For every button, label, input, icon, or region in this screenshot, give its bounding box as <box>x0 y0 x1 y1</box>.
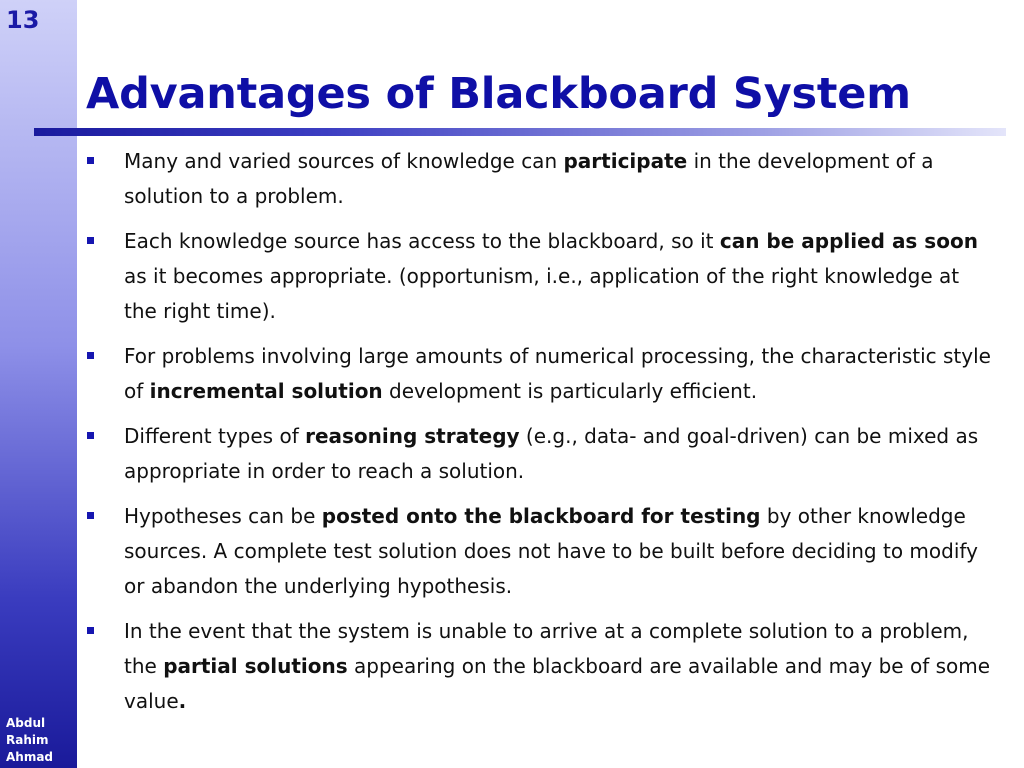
title-divider <box>34 128 1006 136</box>
bullet-text: as it becomes appropriate. (opportunism, i.e., application of the right knowledge at the right time). <box>124 264 960 323</box>
bullet-final-period: . <box>178 689 187 713</box>
bullet-emphasis: participate <box>563 149 688 173</box>
bullet-item <box>86 224 998 329</box>
sidebar-panel <box>0 0 77 768</box>
bullet-item <box>86 339 998 409</box>
slide-number: 13 <box>6 6 40 34</box>
bullet-item <box>86 499 998 604</box>
bullet-text: Many and varied sources of knowledge can <box>124 149 564 173</box>
bullet-item <box>86 144 998 214</box>
author-middle-name: Rahim <box>6 733 49 747</box>
bullet-emphasis: incremental solution <box>149 379 383 403</box>
bullet-text: Each knowledge source has access to the blackboard, so it <box>124 229 720 253</box>
square-bullet-icon <box>87 512 94 519</box>
bullet-emphasis: partial solutions <box>163 654 348 678</box>
bullet-emphasis: reasoning strategy <box>305 424 520 448</box>
bullet-emphasis: can be applied as soon <box>719 229 978 253</box>
bullet-text: In the event that the system is unable to arrive at a complete solution to a problem, the <box>124 619 969 678</box>
author-last-name: Ahmad <box>6 750 54 764</box>
bullet-item <box>86 614 998 719</box>
bullet-text: in the development of a solution to a problem. <box>124 149 934 208</box>
square-bullet-icon <box>87 157 94 164</box>
author-name <box>6 715 53 766</box>
slide-title: Advantages of Blackboard System <box>86 69 911 119</box>
bullet-list <box>86 144 998 729</box>
bullet-text: Hypotheses can be <box>124 504 322 528</box>
square-bullet-icon <box>87 237 94 244</box>
author-first-name: Abdul <box>6 716 46 730</box>
bullet-text: by other knowledge sources. A complete test solution does not have to be built before deciding to modify or abandon the underlying hypothesis. <box>124 504 978 598</box>
bullet-emphasis: posted onto the blackboard for testing <box>321 504 761 528</box>
square-bullet-icon <box>87 352 94 359</box>
bullet-text: development is particularly efficient. <box>382 379 758 403</box>
bullet-text: (e.g., data- and goal-driven) can be mixed as appropriate in order to reach a solution. <box>124 424 979 483</box>
bullet-text: For problems involving large amounts of numerical processing, the characteristic style of <box>124 344 991 403</box>
bullet-item <box>86 419 998 489</box>
square-bullet-icon <box>87 627 94 634</box>
bullet-text: appearing on the blackboard are available and may be of some value <box>124 654 991 713</box>
square-bullet-icon <box>87 432 94 439</box>
bullet-text: Different types of <box>124 424 306 448</box>
